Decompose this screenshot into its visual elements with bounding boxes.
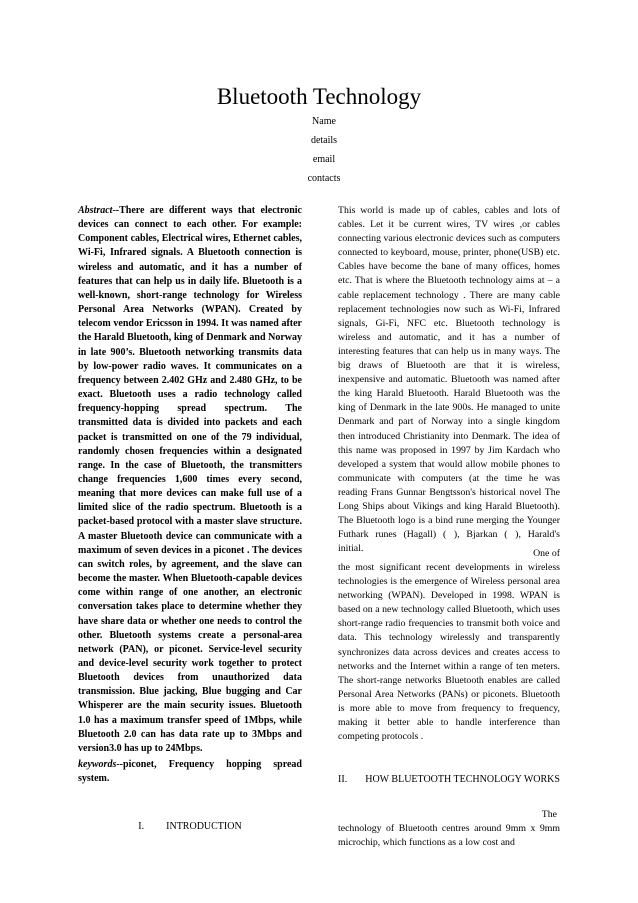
intro-paragraph-2: the most significant recent developments in wireless technologies is the emergence of Wireless personal area networking (WPAN). Developed in 1998. WPAN is based on a new technology called Bluetooth, which uses short-range radio frequencies to transmit both voice and data. This technology wirelessly and transparently synchronizes data across devices and creates access to networks and the Internet within a range of ten meters. The short-range networks Bluetooth enables are called Personal Area Networks (PANs) or piconets. Bluetooth is more able to move from frequency to frequency, making it better able to handle interference than competing protocols . [338,562,560,743]
section-title: INTRODUCTION [166,821,242,832]
author-contacts: contacts [307,173,341,184]
section-heading-how-it-works [338,773,560,787]
abstract-text: --There are different ways that electronic devices can connect to each other. For example: Component cables, Electrical wires, Ethernet cables, Wi-Fi, Infrared signals. A Bluetooth connection is wireless and automatic, and it has a number of features that can help us in daily life. Bluetooth is a well-known, short-range technology for Wireless Personal Area Networks (WPAN). Created by telecom vendor Ericsson in 1994. It was named after the Harald Bluetooth, king of Denmark and Norway in late 900’s. Bluetooth networking transmits data by low-power radio waves. It communicates on a frequency between 2.402 GHz and 2.480 GHz, to be exact. Bluetooth uses a radio technology called frequency-hopping spread spectrum. The transmitted data is divided into packets and each packet is transmitted on one of the 79 individual, randomly chosen frequencies within a designated range. In the case of Bluetooth, the transmitters change frequencies 1,600 times every second, meaning that more devices can make full use of a limited slice of the radio spectrum. Bluetooth is a packet-based protocol with a master slave structure. A master Bluetooth device can communicate with a maximum of seven devices in a piconet . The devices can switch roles, by agreement, and the slave can become the master. When Bluetooth-capable devices come within range of one another, an electronic conversation takes place to determine whether they have share data or whether one needs to control the other. Bluetooth systems create a personal-area network (PAN), or piconet. Service-level security and device-level security work together to protect Bluetooth devices from unauthorized data transmission. Blue jacking, Blue bugging and Car Whisperer are the main security issues. Bluetooth 1.0 has a maximum transfer speed of 1Mbps, while Bluetooth 2.0 can has data rate up to 3Mbps and version3.0 has up to 24Mbps. [78,205,302,754]
abstract-label: Abstract [78,205,113,216]
author-name: Name [312,116,336,127]
keywords-block [78,758,302,786]
lead-in-text: One of [533,548,560,559]
section-number: II. [338,774,348,785]
author-details: details [310,135,338,146]
keywords-label: keywords [78,759,117,770]
paper-title: Bluetooth Technology [216,84,422,109]
section-heading-introduction [78,820,302,834]
section2-paragraph-1: technology of Bluetooth centres around 9mm x 9mm microchip, which functions as a low cost and [338,823,560,849]
paragraph-lead-in [338,547,560,561]
paragraph-lead-in-the: The [541,809,557,820]
intro-paragraph-1: This world is made up of cables, cables and lots of cables. Let it be current wires, TV wires ,or cables connecting various electronic devices such as computers connected to keyboard, mouse, printer, phone(USB) etc. Cables have become the bane of many offices, homes etc. That is where the Bluetooth technology aims at – a cable replacement technology . There are many cable replacement technologies now such as Wi-Fi, Infrared signals, Gi-Fi, NFC etc. Bluetooth technology is wireless and automatic, and it has a number of interesting features that can help us in many ways. The big draws of Bluetooth are that it is wireless, inexpensive and automatic. Bluetooth was named after the king Harald Bluetooth. Harald Bluetooth was the king of Denmark in the late 900s. He managed to unite Denmark and part of Norway into a single kingdom then introduced Christianity into Denmark. The idea of this name was proposed in 1997 by Jim Kardach who developed a system that would allow mobile phones to communicate with computers (at the time he was reading Frans Gunnar Bengtsson's historical novel The Long Ships about Vikings and king Harald Bluetooth). The Bluetooth logo is a bind rune merging the Younger Futhark runes (Hagall) ( ), Bjarkan ( ), Harald's initial. [338,205,560,555]
abstract-block [78,204,302,756]
keywords-text: --piconet, Frequency hopping spread system. [78,759,302,785]
section-number: I. [138,821,145,832]
section-title: HOW BLUETOOTH TECHNOLOGY WORKS [365,774,560,785]
author-email: email [312,154,336,165]
